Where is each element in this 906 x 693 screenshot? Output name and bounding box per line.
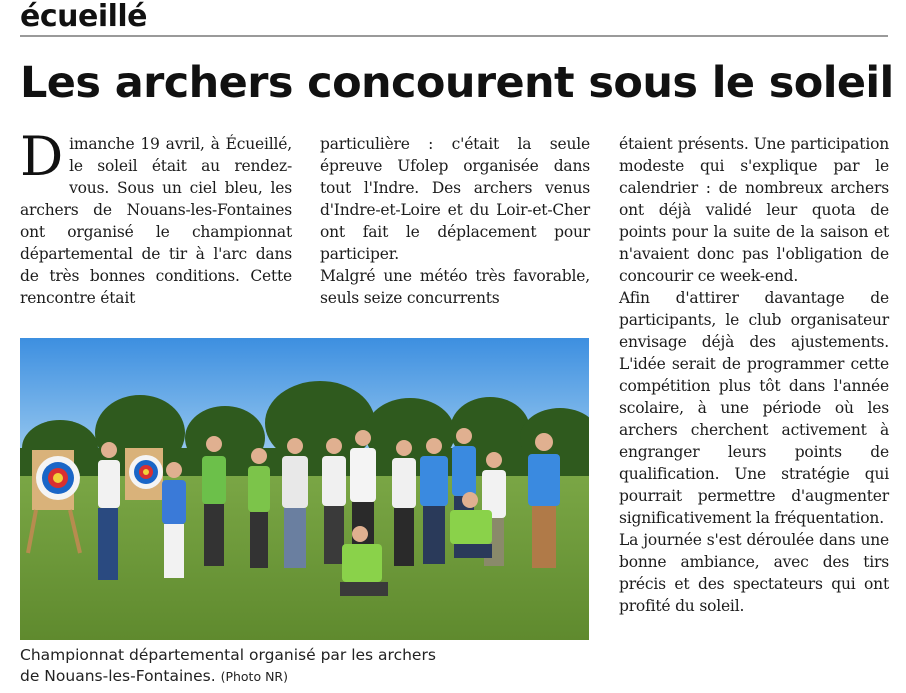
group-photo bbox=[20, 338, 589, 640]
caption-line-2 bbox=[20, 666, 600, 687]
paragraph-2a: particulière : c'était la seule épreuve Ufolep organisée dans tout l'Indre. Des archers venus d'Indre-et-Loire et du Loir-et-Cher ont fait le déplacement pour participer. bbox=[320, 135, 590, 263]
group-photo-illustration bbox=[20, 338, 589, 640]
paragraph-3b: Afin d'attirer davantage de participants, le club organisateur envisage déjà des ajustements. L'idée serait de programmer cette compétition plus tôt dans l'année scolaire, à une période où les archers cherchent activement à engranger leurs points de qualification. Une stratégie qui pourrait permettre d'augmenter significativement la fréquentation. bbox=[619, 289, 889, 527]
photo-credit: (Photo NR) bbox=[220, 669, 288, 684]
photo-caption bbox=[20, 645, 600, 687]
target-butt-middle bbox=[125, 448, 163, 500]
caption-line-1: Championnat départemental organisé par les archers bbox=[20, 646, 436, 664]
article-column-3 bbox=[619, 133, 889, 617]
caption-line-2-text: de Nouans-les-Fontaines. bbox=[20, 667, 216, 685]
paragraph-3c: La journée s'est déroulée dans une bonne ambiance, avec des tirs précis et des spectateurs qui ont profité du soleil. bbox=[619, 531, 889, 615]
paragraph-intro-text: imanche 19 avril, à Écueillé, le soleil était au rendez-vous. Sous un ciel bleu, les archers de Nouans-les-Fontaines ont organisé le championnat départemental de tir à l'arc dans de très bonnes conditions. Cette rencontre était bbox=[20, 135, 292, 307]
section-rule bbox=[20, 35, 888, 37]
article-column-2 bbox=[320, 133, 590, 309]
paragraph-2b: Malgré une météo très favorable, seuls seize concurrents bbox=[320, 267, 590, 307]
paragraph-3a: étaient présents. Une participation modeste qui s'explique par le calendrier : de nombreux archers ont déjà validé leur quota de points pour la suite de la saison et n'avaient donc pas l'obligation de concourir ce week-end. bbox=[619, 135, 889, 285]
article-headline: Les archers concourent sous le soleil bbox=[20, 58, 894, 108]
article-column-1 bbox=[20, 125, 292, 309]
paragraph-intro bbox=[20, 125, 292, 309]
drop-cap: D bbox=[20, 125, 64, 188]
section-rubric: écueillé bbox=[20, 0, 148, 34]
